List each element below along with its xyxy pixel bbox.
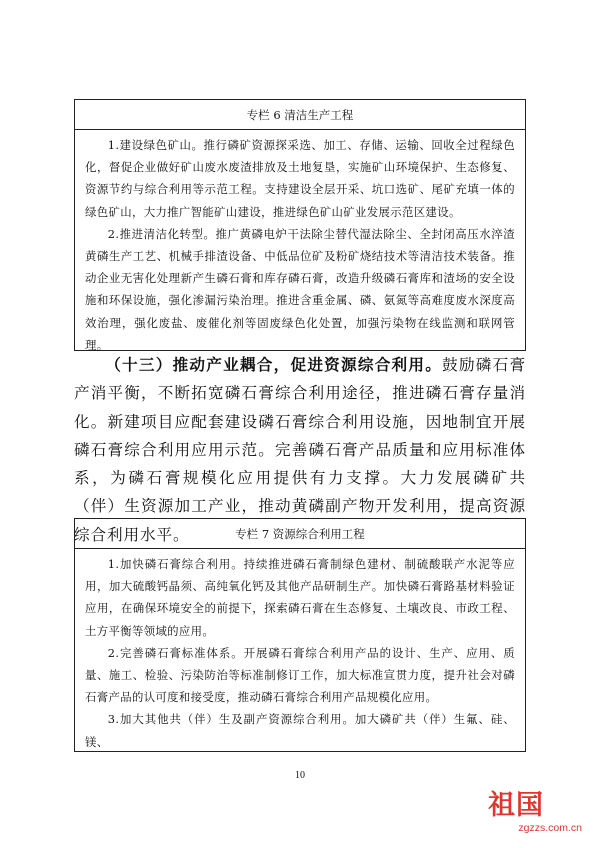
column-item: 2.完善磷石膏标准体系。开展磷石膏综合利用产品的设计、生产、应用、质量、施工、检验、污染防治等标准制修订工作，加大标准宣贯力度，提升社会对磷石膏产品的认可度和接受度，推动磷石膏综合利用产品规模化应用。 bbox=[85, 645, 515, 705]
watermark-url: zgzzs.com.cn bbox=[518, 822, 582, 834]
column-box-resource-utilization bbox=[74, 518, 526, 752]
paragraph-lead: （十三）推动产业耦合，促进资源综合利用。 bbox=[105, 355, 443, 374]
watermark-logo: 祖国 bbox=[488, 790, 544, 821]
column-item: 2.推进清洁化转型。推广黄磷电炉干法除尘替代湿法除尘、全封闭高压水淬渣黄磷生产工艺、机械手排渣设备、中低品位矿及粉矿烧结技术等清洁技术装备。推动企业无害化处理新产生磷石膏和库存磷石膏，改造升级磷石膏库和渣场的安全设施和环保设施，强化渗漏污染治理。推进含重金属、磷、氨氮等高难度废水深度高效治理，强化废盐、废催化剂等固废绿色化处置，加强污染物在线监测和联网管理。 bbox=[85, 226, 515, 352]
column-body bbox=[75, 549, 525, 753]
page-number: 10 bbox=[295, 770, 305, 781]
site-watermark bbox=[478, 790, 588, 840]
column-title: 专栏 6 清洁生产工程 bbox=[75, 100, 525, 130]
column-item: 3.加大其他共（伴）生及副产资源综合利用。加大磷矿共（伴）生氟、硅、镁、 bbox=[85, 712, 515, 749]
column-item: 1.加快磷石膏综合利用。持续推进磷石膏制绿色建材、制硫酸联产水泥等应用，加大硫酸钙晶须、高纯氧化钙及其他产品研制生产。加快磷石膏路基材料验证应用，在确保环境安全的前提下，探索磷石膏在生态修复、土壤改良、市政工程、土方平衡等领域的应用。 bbox=[85, 557, 515, 638]
paragraph-text: 鼓励磷石膏产消平衡，不断拓宽磷石膏综合利用途径，推进磷石膏存量消化。新建项目应配套建设磷石膏综合利用设施，因地制宜开展磷石膏综合利用应用示范。完善磷石膏产品质量和应用标准体系，为磷石膏规模化应用提供有力支撑。大力发展磷矿共（伴）生资源加工产业，推动黄磷副产物开发利用，提高资源综合利用水平。 bbox=[74, 356, 526, 544]
column-body bbox=[75, 130, 525, 356]
column-title: 专栏 7 资源综合利用工程 bbox=[75, 519, 525, 549]
column-item: 1.建设绿色矿山。推行磷矿资源探采选、加工、存储、运输、回收全过程绿色化，督促企业做好矿山废水废渣排放及土地复垦，实施矿山环境保护、生态修复、资源节约与综合利用等示范工程。支持建设全层开采、坑口选矿、尾矿充填一体的绿色矿山，大力推广智能矿山建设，推进绿色矿山矿业发展示范区建设。 bbox=[85, 138, 515, 219]
column-box-clean-production bbox=[74, 99, 526, 351]
